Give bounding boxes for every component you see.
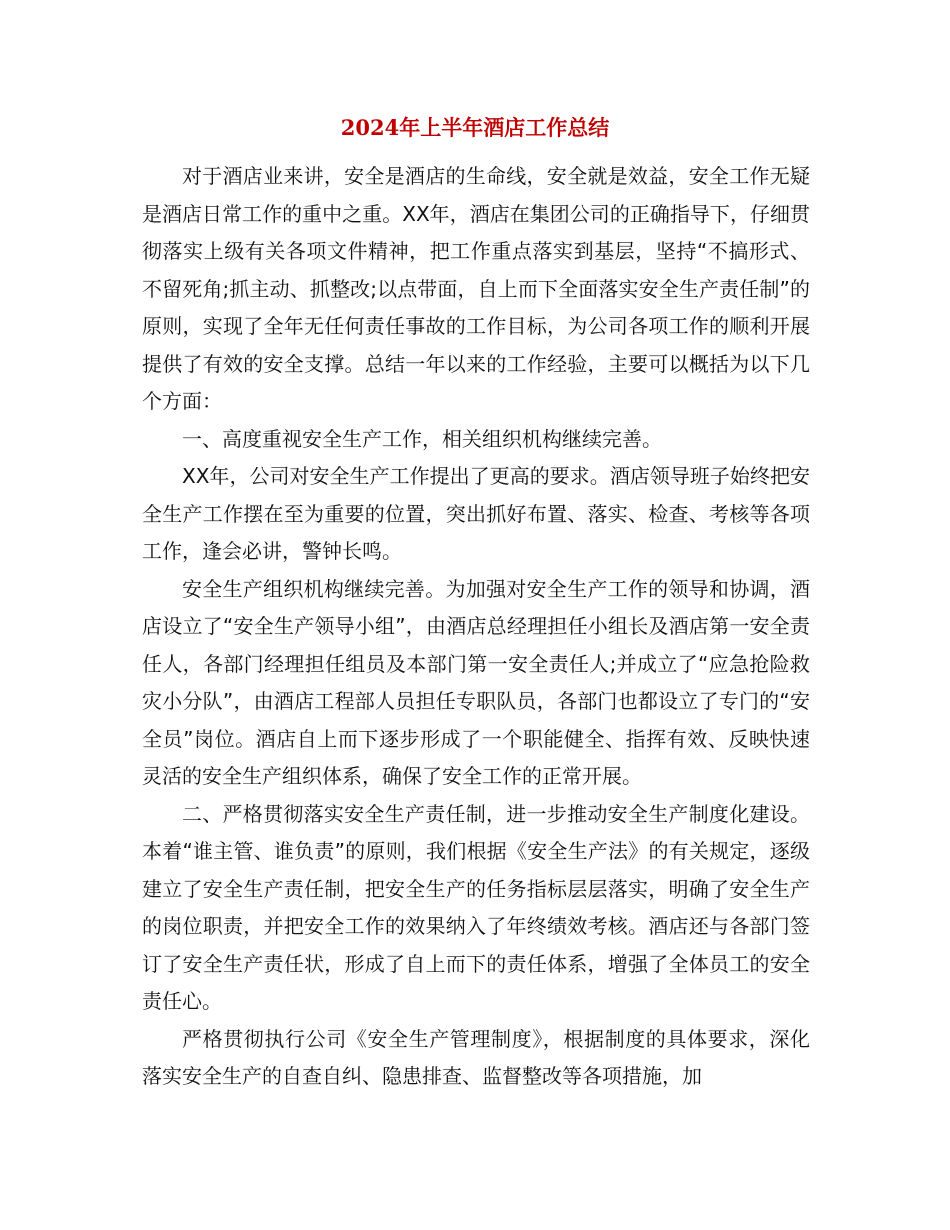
paragraph: XX年，公司对安全生产工作提出了更高的要求。酒店领导班子始终把安全生产工作摆在至为重要的位置，突出抓好布置、落实、检查、考核等各项工作，逢会必讲，警钟长鸣。 [142, 464, 810, 563]
section-heading-2-paragraph: 二、严格贯彻落实安全生产责任制，进一步推动安全生产制度化建设。 本着“谁主管、谁负责”的原则，我们根据《安全生产法》的有关规定，逐级建立了安全生产责任制，把安全生产的任务指标层层落实，明确了安全生产的岗位职责，并把安全工作的效果纳入了年终绩效考核。酒店还与各部门签订了安全生产责任状，形成了自上而下的责任体系，增强了全体员工的安全责任心。 [142, 801, 810, 1013]
document-body [142, 158, 810, 1096]
document-title: 2024年上半年酒店工作总结 [340, 115, 610, 140]
section-heading-1: 一、高度重视安全生产工作，相关组织机构继续完善。 [182, 426, 662, 451]
paragraph-intro: 对于酒店业来讲，安全是酒店的生命线，安全就是效益，安全工作无疑是酒店日常工作的重中之重。XX年，酒店在集团公司的正确指导下，仔细贯彻落实上级有关各项文件精神，把工作重点落实到基层，坚持“不搞形式、不留死角;抓主动、抓整改;以点带面，自上而下全面落实安全生产责任制”的原则，实现了全年无任何责任事故的工作目标，为公司各项工作的顺利开展提供了有效的安全支撑。总结一年以来的工作经验，主要可以概括为以下几个方面： [142, 164, 810, 413]
paragraph: 严格贯彻执行公司《安全生产管理制度》，根据制度的具体要求，深化落实安全生产的自查自纠、隐患排查、监督整改等各项措施，加 [142, 1026, 810, 1088]
paragraph: 安全生产组织机构继续完善。为加强对安全生产工作的领导和协调，酒店设立了“安全生产领导小组”，由酒店总经理担任小组长及酒店第一安全责任人，各部门经理担任组员及本部门第一安全责任人;并成立了“应急抢险救灾小分队”，由酒店工程部人员担任专职队员，各部门也都设立了专门的“安全员”岗位。酒店自上而下逐步形成了一个职能健全、指挥有效、反映快速灵活的安全生产组织体系，确保了安全工作的正常开展。 [142, 576, 810, 788]
